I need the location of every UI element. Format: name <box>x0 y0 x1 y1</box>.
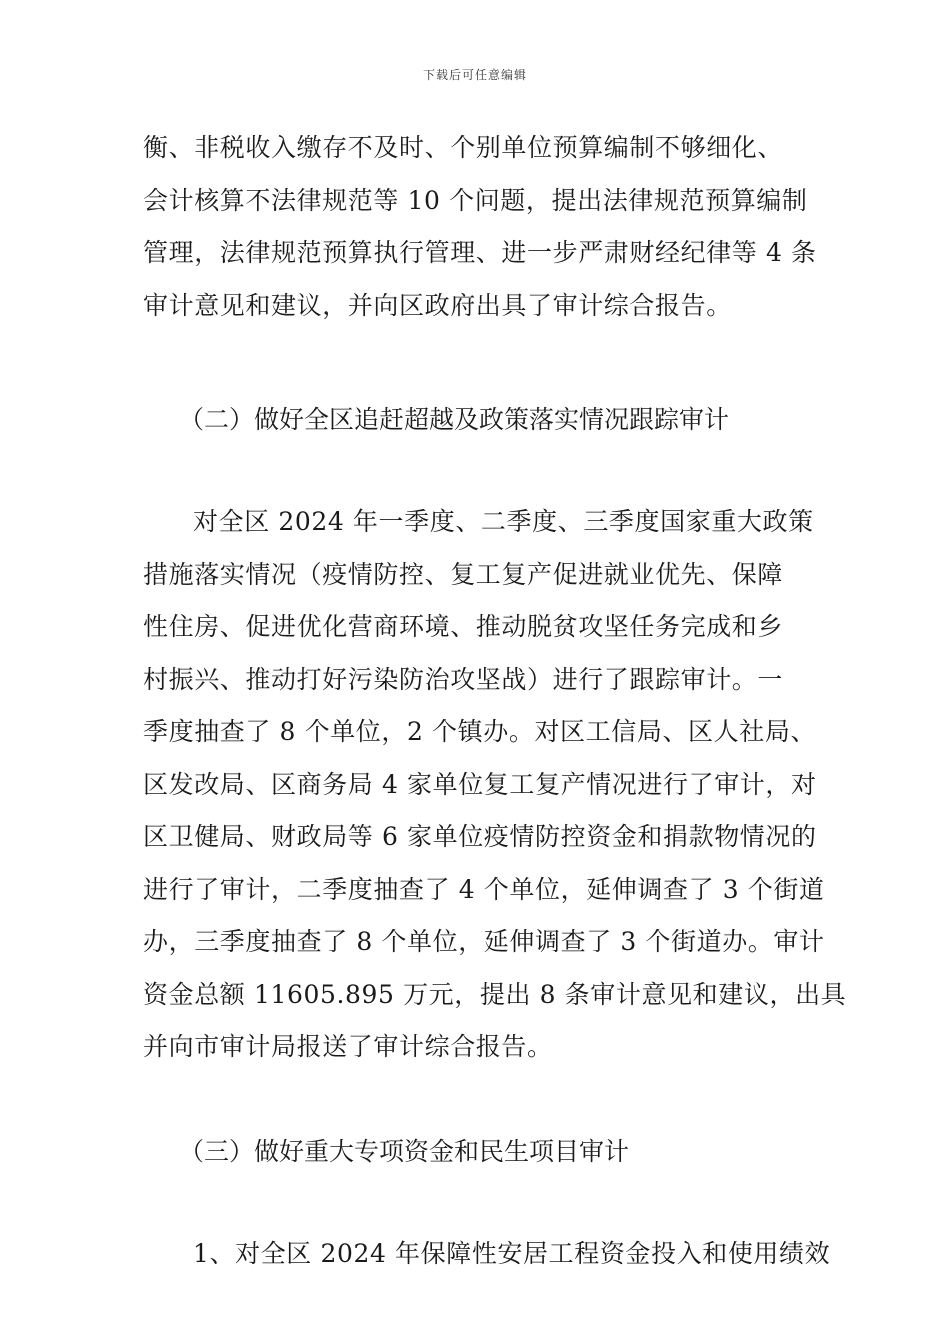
paragraph-line: 衡、非税收入缴存不及时、个别单位预算编制不够细化、 <box>143 133 784 162</box>
section-heading-2: （二）做好全区追赶超越及政策落实情况跟踪审计 <box>179 405 730 434</box>
paragraph-line: 措施落实情况（疫情防控、复工复产促进就业优先、保障 <box>143 559 784 589</box>
paragraph-line: 管理，法律规范预算执行管理、进一步严肃财经纪律等 4 条 <box>143 238 817 267</box>
paragraph-line: 性住房、促进优化营商环境、推动脱贫攻坚任务完成和乡 <box>143 612 784 641</box>
paragraph-line: 季度抽查了 8 个单位，2 个镇办。对区工信局、区人社局、 <box>143 717 817 746</box>
paragraph-line: 对全区 2024 年一季度、二季度、三季度国家重大政策 <box>193 507 814 536</box>
paragraph-line: 资金总额 11605.895 万元，提出 8 条审计意见和建议，出具 <box>143 979 847 1009</box>
document-body <box>143 122 847 1280</box>
paragraph-line: 村振兴、推动打好污染防治攻坚战）进行了跟踪审计。一 <box>143 664 784 694</box>
paragraph-1 <box>143 122 817 332</box>
paragraph-line: 并向市审计局报送了审计综合报告。 <box>143 1032 553 1061</box>
paragraph-3 <box>143 1228 831 1281</box>
page-header-note: 下载后可任意编辑 <box>422 68 527 82</box>
paragraph-line: 1、对全区 2024 年保障性安居工程资金投入和使用绩效 <box>193 1238 831 1268</box>
paragraph-2 <box>143 496 847 1074</box>
paragraph-line: 区发改局、区商务局 4 家单位复工复产情况进行了审计，对 <box>143 769 817 799</box>
paragraph-line: 区卫健局、财政局等 6 家单位疫情防控资金和捐款物情况的 <box>143 822 817 851</box>
section-heading-3: （三）做好重大专项资金和民生项目审计 <box>179 1136 630 1166</box>
paragraph-line: 办，三季度抽查了 8 个单位，延伸调查了 3 个街道办。审计 <box>143 927 825 956</box>
paragraph-line: 进行了审计，二季度抽查了 4 个单位，延伸调查了 3 个街道 <box>143 874 825 904</box>
paragraph-line: 会计核算不法律规范等 10 个问题，提出法律规范预算编制 <box>143 185 808 215</box>
paragraph-line: 审计意见和建议，并向区政府出具了审计综合报告。 <box>143 290 732 320</box>
